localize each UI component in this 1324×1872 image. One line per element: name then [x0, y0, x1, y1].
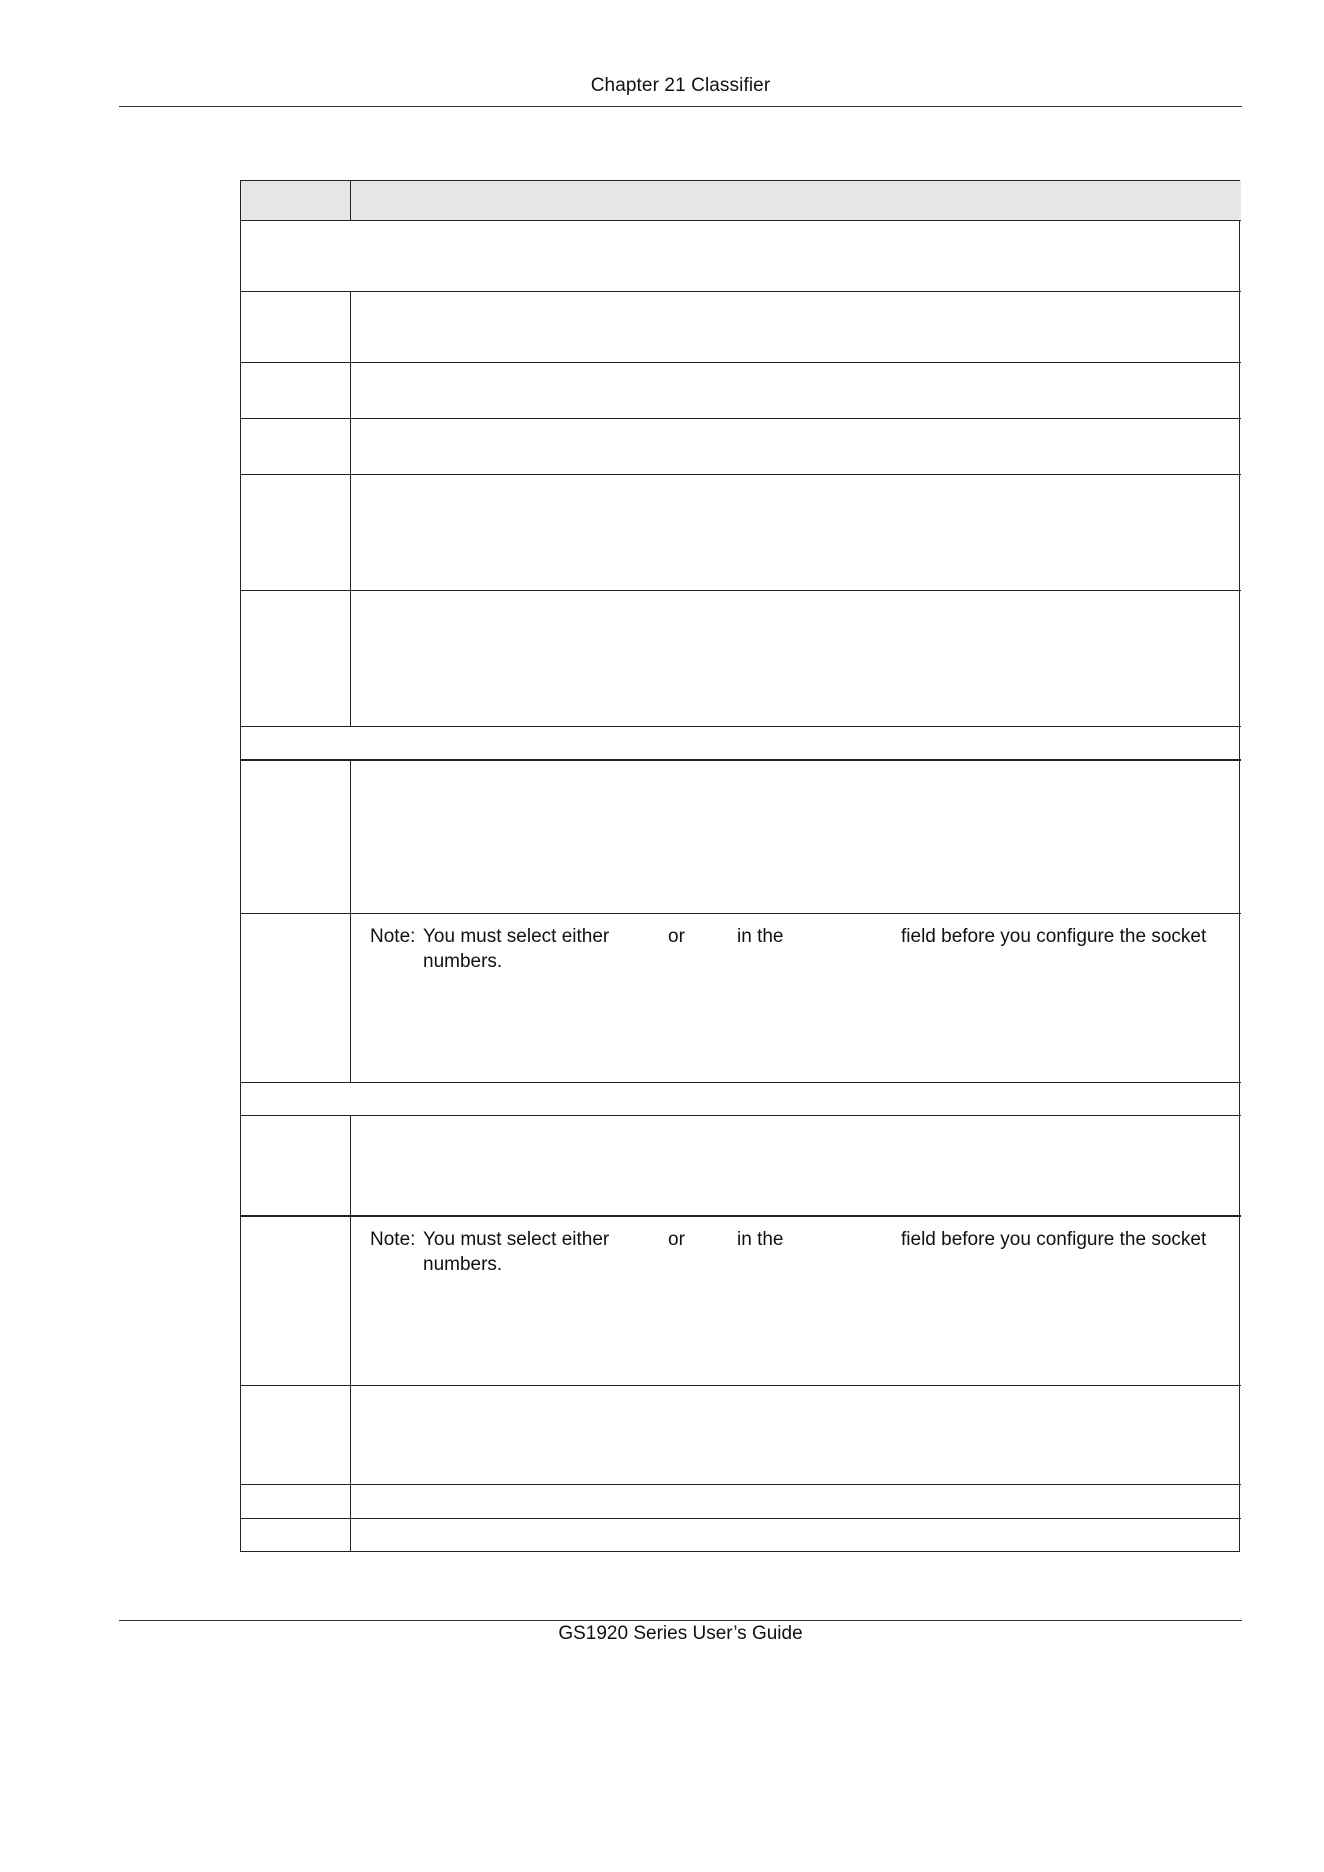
footer-rule: [119, 1620, 1242, 1621]
table-description-cell: [352, 292, 1241, 362]
note-prefix: Note:: [370, 926, 416, 947]
table-label-cell: [241, 761, 351, 913]
table-header-description-cell: [352, 181, 1241, 220]
note-text-part: or: [668, 926, 685, 947]
table-label-cell: [241, 475, 351, 590]
header-rule: [119, 106, 1242, 107]
table-section-row: [241, 1082, 1241, 1115]
table-row: [241, 1385, 1241, 1484]
note-text-part: or: [668, 1229, 685, 1250]
table-description-cell: [352, 1217, 1241, 1385]
table-label-cell: [241, 591, 351, 726]
table-row: [241, 1215, 1241, 1385]
table-row: [241, 291, 1241, 362]
table-row: [241, 1484, 1241, 1518]
guide-footer: GS1920 Series User’s Guide: [558, 1623, 803, 1644]
table-description-cell: [352, 1485, 1241, 1518]
table-description-cell: [352, 914, 1241, 1082]
field-description-table: [240, 180, 1240, 1552]
table-description-cell: [352, 761, 1241, 913]
table-description-cell: [352, 363, 1241, 418]
table-section-row: [241, 726, 1241, 759]
note-text-part: You must select either: [423, 1229, 610, 1250]
table-label-cell: [241, 363, 351, 418]
table-label-cell: [241, 1519, 351, 1551]
note-text-part: numbers.: [423, 1254, 503, 1275]
table-label-cell: [241, 1217, 351, 1385]
table-header-label-cell: [241, 181, 351, 220]
note-text-part: field before you configure the socket: [901, 1229, 1207, 1250]
table-row: [241, 474, 1241, 590]
note-text-part: You must select either: [423, 926, 610, 947]
table-row: [241, 362, 1241, 418]
table-description-cell: [352, 1116, 1241, 1215]
chapter-header: Chapter 21 Classifier: [590, 75, 771, 96]
note-text-part: numbers.: [423, 951, 503, 972]
table-row: [241, 759, 1241, 913]
note-text-part: field before you configure the socket: [901, 926, 1207, 947]
table-row: [241, 418, 1241, 474]
table-description-cell: [352, 591, 1241, 726]
table-row: [241, 590, 1241, 726]
table-row: [241, 913, 1241, 1082]
table-description-cell: [352, 419, 1241, 474]
table-label-cell: [241, 292, 351, 362]
table-row: [241, 1115, 1241, 1215]
note-text-part: in the: [737, 926, 784, 947]
table-label-cell: [241, 1485, 351, 1518]
table-header-row: [241, 181, 1241, 220]
table-label-cell: [241, 1386, 351, 1484]
note-prefix: Note:: [370, 1229, 416, 1250]
table-label-cell: [241, 914, 351, 1082]
table-description-cell: [352, 1386, 1241, 1484]
table-label-cell: [241, 419, 351, 474]
table-row: [241, 1518, 1241, 1551]
table-section-row: [241, 220, 1241, 291]
note-text-part: in the: [737, 1229, 784, 1250]
table-label-cell: [241, 1116, 351, 1215]
table-description-cell: [352, 475, 1241, 590]
table-description-cell: [352, 1519, 1241, 1551]
